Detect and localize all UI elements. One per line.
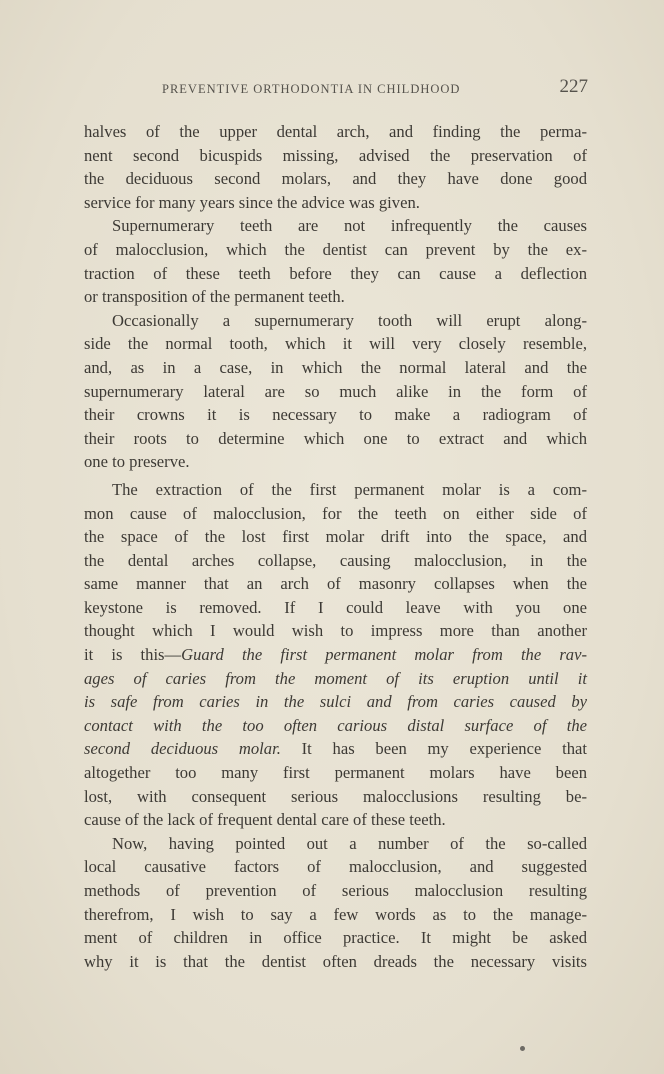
text-line: same manner that an arch of masonry collapses when the [84,574,587,594]
running-head [84,76,588,104]
text-line-italic [84,714,587,738]
text-line: side the normal tooth, which it will very closely resemble, [84,334,587,354]
text-line: of malocclusion, which the dentist can prevent by the ex- [84,239,587,259]
text-line: supernumerary lateral are so much alike in the form of [84,381,587,401]
text-line: their roots to determine which one to extract and which [84,428,587,448]
running-head-title: PREVENTIVE ORTHODONTIA IN CHILDHOOD [162,82,461,96]
text-line: cause of the lack of frequent dental care of these teeth. [84,810,446,830]
text-line: the deciduous second molars, and they have done good [84,169,587,189]
text-line: The extraction of the first permanent molar is a com- [112,479,587,499]
text-line-mixed [84,737,587,761]
text-line-mixed [84,643,587,667]
italic-run: second deciduous molar. [84,739,281,759]
italic-run: ages of caries from the moment of its eruption until it [84,668,587,688]
text-line: local causative factors of malocclusion, and suggested [84,857,587,877]
text-line-italic [84,667,587,691]
page-number: 227 [559,76,588,97]
text-line: the space of the lost first molar drift into the space, and [84,527,587,547]
text-line: keystone is removed. If I could leave with you one [84,597,587,617]
text-line: thought which I would wish to impress more than another [84,621,587,641]
italic-run: contact with the too often carious distal surface of the [84,715,587,735]
text-line: Supernumerary teeth are not infrequently the causes [112,216,587,236]
text-line: and, as in a case, in which the normal lateral and the [84,357,587,377]
text-line-italic [84,690,587,714]
text-line: lost, with consequent serious malocclusions resulting be- [84,786,587,806]
text-line: or transposition of the permanent teeth. [84,287,345,307]
text-line: Now, having pointed out a number of the so-called [112,833,587,853]
text-line: nent second bicuspids missing, advised the preservation of [84,145,587,165]
text-line: ment of children in office practice. It might be asked [84,928,587,948]
text-line: traction of these teeth before they can cause a deflection [84,263,587,283]
italic-run: is safe from caries in the sulci and from caries caused by [84,692,587,712]
text-line: altogether too many first permanent molars have been [84,763,587,783]
paper-speck [520,1046,525,1051]
italic-run: Guard the first permanent molar from the rav- [181,645,587,665]
text-line: mon cause of malocclusion, for the teeth on either side of [84,503,587,523]
text-line: why it is that the dentist often dreads the necessary visits [84,951,587,971]
text-line: Occasionally a supernumerary tooth will erupt along- [112,310,587,330]
body-text [84,120,587,973]
text-run: it is this— [84,645,182,665]
text-line: one to preserve. [84,452,190,472]
text-line: their crowns it is necessary to make a radiogram of [84,405,587,425]
text-line: the dental arches collapse, causing malocclusion, in the [84,550,587,570]
text-line: halves of the upper dental arch, and finding the perma- [84,122,587,141]
text-line: methods of prevention of serious malocclusion resulting [84,881,587,900]
text-run: It has been my experience that [280,739,587,759]
text-line: therefrom, I wish to say a few words as to the manage- [84,904,587,924]
text-line: service for many years since the advice was given. [84,192,420,212]
